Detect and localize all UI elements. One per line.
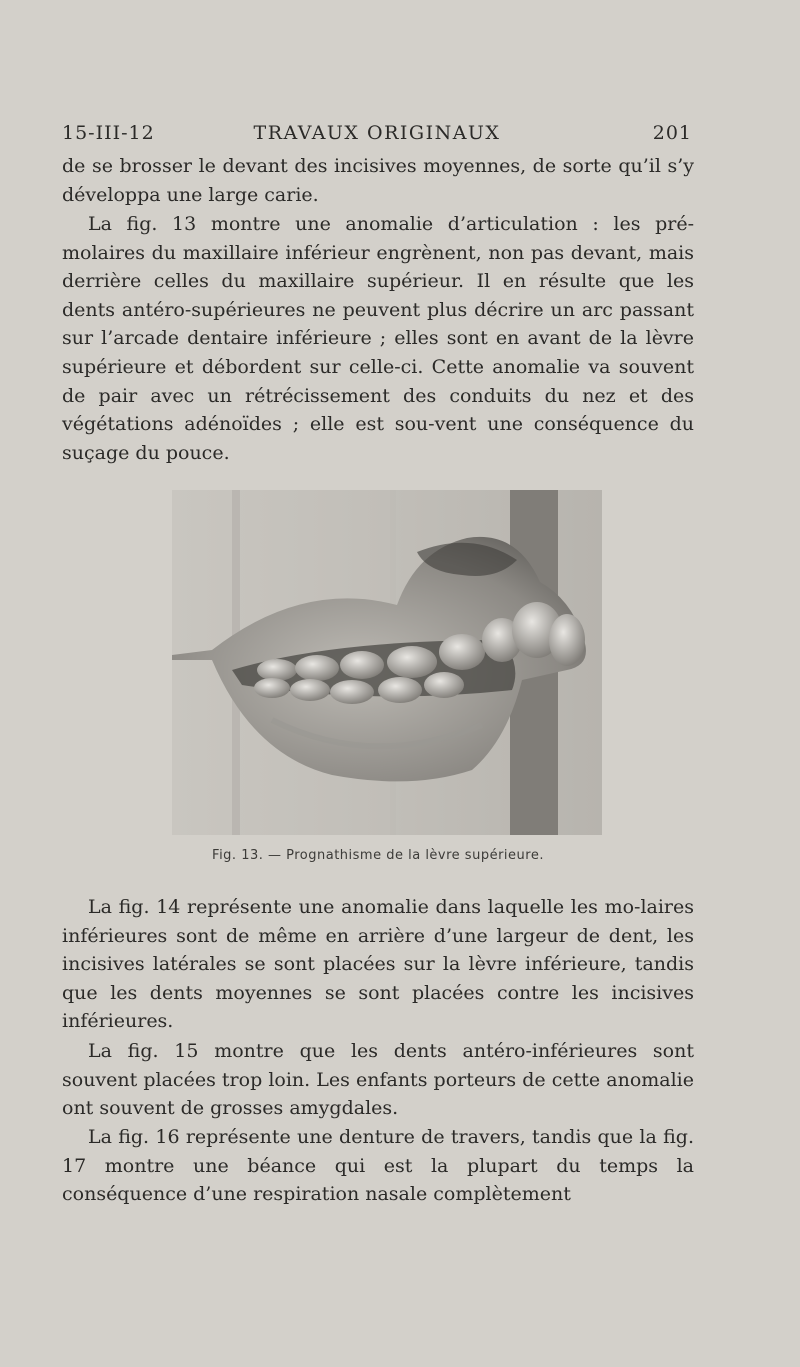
paragraph-1: de se brosser le devant des incisives moyennes, de sorte qu’il s’y développa une large carie. [62,155,694,206]
header-date: 15-III-12 [62,122,155,144]
paragraph-5: La fig. 16 représente une denture de travers, tandis que la fig. 17 montre une béance qui est la plupart du temps la conséquence d’une respiration nasale complètement [62,1126,694,1206]
paragraph-4: La fig. 15 montre que les dents antéro-inférieures sont souvent placées trop loin. Les enfants porteurs de cette anomalie ont souvent de grosses amygdales. [62,1040,694,1120]
page-number: 201 [652,122,692,144]
paragraph-3: La fig. 14 représente une anomalie dans laquelle les mo-laires inférieures sont de même en arrière d’une largeur de dent, les incisives latérales se sont placées sur la lèvre inférieure, tandis que les dents moyennes se sont placées contre les incisives inférieures. [62,896,694,1033]
figure-caption: Fig. 13. — Prognathisme de la lèvre supérieure. [212,848,544,863]
figure-13-dental-model [172,490,602,835]
paragraph-2: La fig. 13 montre une anomalie d’articulation : les pré-molaires du maxillaire inférieur engrènent, non pas devant, mais derrière celles du maxillaire supérieur. Il en résulte que les dents antéro-supérieures ne peuvent plus décrire un arc passant sur l’arcade dentaire inférieure ; elles sont en avant de la lèvre supérieure et débordent sur celle-ci. Cette anomalie va souvent de pair avec un rétrécissement des conduits du nez et des végétations adénoïdes ; elle est sou-vent une conséquence du suçage du pouce. [62,213,694,464]
running-header [62,122,692,148]
header-section-title: TRAVAUX ORIGINAUX [253,122,501,144]
dental-model-illustration [172,490,602,835]
